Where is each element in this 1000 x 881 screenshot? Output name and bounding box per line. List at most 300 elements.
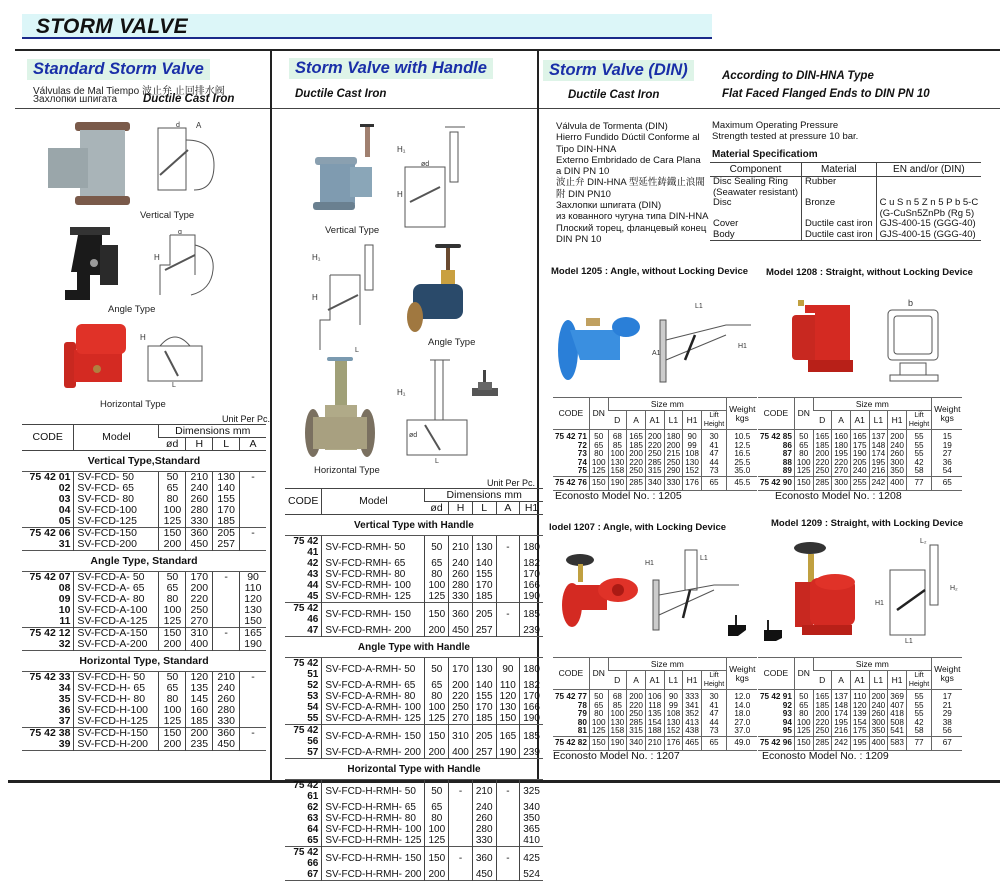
- model-1205-photo: [556, 305, 641, 383]
- code-cell: 75 42 90: [758, 476, 794, 490]
- model-cell: SV-FCD-A-RMH- 65: [322, 680, 425, 691]
- code-cell: 75 42 85: [760, 432, 792, 441]
- model-cell: SV-FCD-100: [74, 505, 159, 516]
- code-cell: 65: [307, 835, 319, 846]
- dim-cell: 80: [425, 691, 449, 702]
- dim-cell: 182: [520, 680, 543, 691]
- dim-cell: 166: [520, 702, 543, 713]
- group-title: Vertical Type,Standard: [87, 455, 201, 467]
- code-cell: 34: [58, 682, 71, 694]
- model-cell: SV-FCD-H-200: [74, 739, 159, 751]
- page-banner: [22, 14, 712, 39]
- dim-cell: 185: [472, 591, 496, 603]
- dim-cell: 400: [449, 747, 473, 759]
- code-cell: 75 42 61: [285, 780, 322, 803]
- model-1209-title: Model 1209 : Straight, with Locking Device: [771, 518, 964, 529]
- value-cell: 200: [664, 442, 683, 451]
- table-row: [758, 727, 962, 736]
- value-cell: 99: [664, 702, 683, 711]
- econosto-model-label: Econosto Model No. : 1205: [555, 490, 682, 502]
- table-row: [285, 569, 543, 580]
- dim-cell: 190: [520, 591, 543, 603]
- dim-cell: 330: [186, 516, 213, 528]
- model-cell: SV-FCD-A-RMH- 125: [322, 713, 425, 725]
- value-cell: 330: [664, 476, 683, 490]
- vertical-handle-valve-photo: [310, 122, 380, 222]
- model-cell: SV-FCD-H-125: [74, 716, 159, 728]
- model-cell: SV-FCD-A-200: [74, 639, 159, 651]
- model-cell: SV-FCD-A-100: [74, 605, 159, 616]
- dim-cell: 130: [496, 702, 520, 713]
- dim-cell: 140: [213, 483, 240, 494]
- dim-cell: 140: [472, 558, 496, 569]
- pressure-line: Maximum Operating Pressure: [712, 120, 839, 131]
- code-cell: 32: [58, 638, 71, 650]
- divider: [15, 108, 1000, 109]
- svg-text:ød: ød: [409, 432, 418, 439]
- dim-cell: 150: [159, 728, 186, 740]
- dim-cell: -: [496, 847, 520, 870]
- svg-text:ød: ød: [421, 161, 430, 168]
- value-cell: 17: [932, 690, 963, 702]
- dim-cell: 150: [159, 628, 186, 640]
- dim-cell: 360: [186, 528, 213, 540]
- svg-text:L1: L1: [700, 555, 708, 562]
- col-size: Size mm: [608, 658, 727, 671]
- model-1205-title: Model 1205 : Angle, without Locking Device: [551, 266, 749, 277]
- dim-cell: 90: [496, 658, 520, 681]
- col-size: Size mm: [813, 658, 932, 671]
- value-cell: 42: [906, 719, 931, 728]
- code-cell: 75 42 66: [285, 847, 322, 870]
- value-cell: 200: [813, 450, 832, 459]
- model-cell: SV-FCD-RMH- 65: [322, 558, 425, 569]
- table-row: [285, 702, 543, 713]
- value-cell: 55: [906, 702, 931, 711]
- col-dn: DN: [794, 658, 813, 690]
- value-cell: 210: [645, 736, 664, 750]
- col-d: D: [813, 671, 832, 690]
- dim-cell: 130: [472, 658, 496, 681]
- dim-cell: [240, 494, 266, 505]
- model-cell: SV-FCD-H-100: [74, 705, 159, 716]
- code-cell: 94: [782, 717, 792, 727]
- multilang-line: Externo Embridado de Cara Plana: [556, 154, 701, 166]
- dim-cell: 450: [472, 869, 496, 881]
- value-cell: 300: [888, 459, 907, 468]
- code-cell: 53: [307, 691, 319, 702]
- dim-cell: 360: [213, 728, 240, 740]
- dim-cell: 130: [213, 472, 240, 484]
- value-cell: 68: [608, 690, 627, 702]
- dim-cell: 210: [213, 672, 240, 684]
- code-cell: 86: [782, 440, 792, 450]
- caption: Vertical Type: [325, 225, 380, 236]
- dim-cell: [496, 558, 520, 569]
- table-row: [285, 603, 543, 626]
- col-size: Size mm: [813, 398, 932, 411]
- value-cell: 341: [683, 702, 702, 711]
- value-cell: 30: [701, 690, 726, 702]
- model-cell: SV-FCD-RMH- 200: [322, 625, 425, 637]
- col-lift: Lift Height: [906, 411, 931, 430]
- dim-cell: 65: [425, 558, 449, 569]
- dim-cell: 410: [520, 835, 543, 847]
- table-row: [553, 430, 757, 442]
- dim-cell: 280: [186, 505, 213, 516]
- value-cell: 50: [794, 430, 813, 442]
- group-header-row: [22, 651, 266, 672]
- dim-cell: 170: [520, 569, 543, 580]
- section-title-din: Storm Valve (DIN): [543, 60, 694, 81]
- value-cell: 125: [589, 727, 608, 736]
- dim-cell: 450: [449, 625, 473, 637]
- dim-cell: 65: [159, 583, 186, 594]
- col-h: H: [449, 502, 473, 515]
- col-lift: Lift Height: [701, 671, 726, 690]
- table-row: [758, 430, 962, 442]
- model-1207-table: [553, 657, 756, 751]
- dim-cell: [449, 802, 473, 813]
- dim-cell: 155: [472, 691, 496, 702]
- value-cell: 160: [832, 430, 851, 442]
- value-cell: 110: [850, 690, 869, 702]
- value-cell: 55: [906, 442, 931, 451]
- dim-cell: 239: [520, 625, 543, 637]
- section-title-standard: Standard Storm Valve: [27, 59, 210, 80]
- dim-cell: 325: [520, 780, 543, 803]
- material-spec-table: [710, 162, 979, 241]
- table-row: [285, 625, 543, 637]
- table-row: [285, 813, 543, 824]
- dim-cell: 125: [425, 591, 449, 603]
- dim-cell: [449, 824, 473, 835]
- col-l: L: [213, 438, 240, 451]
- material-row: [710, 198, 981, 209]
- code-cell: 37: [58, 715, 71, 727]
- dim-cell: 155: [213, 494, 240, 505]
- model-cell: SV-FCD-RMH- 125: [322, 591, 425, 603]
- dim-cell: 400: [186, 639, 213, 651]
- caption: Angle Type: [428, 337, 476, 348]
- col-d: D: [813, 411, 832, 430]
- code-cell: 75 42 07: [22, 572, 74, 584]
- material-cell: Disc Sealing Ring: [713, 176, 788, 187]
- col-code: CODE: [553, 398, 589, 430]
- value-cell: 80: [794, 450, 813, 459]
- value-cell: 185: [813, 442, 832, 451]
- svg-text:H1: H1: [738, 343, 747, 350]
- table-row: [553, 467, 757, 476]
- vertical-valve-photo: [40, 118, 135, 213]
- dim-cell: 50: [159, 672, 186, 684]
- col-od: ød: [425, 502, 449, 515]
- value-cell: 120: [850, 702, 869, 711]
- code-cell: 81: [577, 726, 587, 736]
- svg-text:H1: H1: [875, 600, 884, 607]
- value-cell: 65: [701, 736, 726, 750]
- value-cell: 508: [888, 719, 907, 728]
- dim-cell: 185: [520, 725, 543, 748]
- value-cell: 125: [589, 467, 608, 476]
- page-title: STORM VALVE: [36, 15, 188, 38]
- caption: Horizontal Type: [100, 399, 166, 410]
- dim-cell: [240, 694, 266, 705]
- multilang-line: Захлопки шпигата (DIN): [556, 200, 662, 212]
- standard-dimensions-table: [22, 424, 266, 751]
- table-row: [285, 869, 543, 881]
- value-cell: 242: [832, 736, 851, 750]
- value-cell: 260: [888, 450, 907, 459]
- value-cell: 108: [664, 710, 683, 719]
- code-cell: 08: [58, 582, 71, 594]
- dim-cell: [449, 813, 473, 824]
- svg-text:H1: H1: [645, 560, 654, 567]
- value-cell: 130: [608, 719, 627, 728]
- col-material: Material: [802, 163, 877, 177]
- code-cell: 74: [577, 457, 587, 467]
- code-cell: 10: [58, 604, 71, 616]
- code-cell: 78: [577, 700, 587, 710]
- dim-cell: 200: [159, 739, 186, 751]
- value-cell: 300: [832, 476, 851, 490]
- dim-cell: 80: [159, 494, 186, 505]
- value-cell: 21: [932, 702, 963, 711]
- multilang-line: DIN PN 10: [556, 233, 602, 245]
- material-row: [710, 177, 981, 188]
- dim-cell: [213, 639, 240, 651]
- value-cell: 285: [813, 736, 832, 750]
- dim-cell: 180: [520, 536, 543, 559]
- dim-cell: 166: [520, 580, 543, 591]
- value-cell: 16.5: [727, 450, 758, 459]
- value-cell: 10.5: [727, 430, 758, 442]
- material-cell: Bronze: [802, 198, 877, 209]
- dim-cell: 80: [159, 694, 186, 705]
- multilang-line: a DIN PN 10: [556, 166, 610, 178]
- dim-cell: 110: [240, 583, 266, 594]
- col-h: H: [186, 438, 213, 451]
- model-cell: SV-FCD-H- 50: [74, 672, 159, 684]
- value-cell: 413: [683, 719, 702, 728]
- horizontal-valve-photo: [62, 322, 134, 390]
- value-cell: 350: [869, 727, 888, 736]
- col-code: CODE: [758, 398, 794, 430]
- value-cell: 240: [869, 702, 888, 711]
- dim-cell: 330: [213, 716, 240, 728]
- value-cell: 55: [906, 450, 931, 459]
- col-a: A: [832, 671, 851, 690]
- value-cell: 240: [888, 442, 907, 451]
- dim-cell: 350: [520, 813, 543, 824]
- col-d: D: [608, 411, 627, 430]
- value-cell: 55: [906, 430, 931, 442]
- model-1208-photo: [790, 300, 855, 380]
- dim-cell: [449, 835, 473, 847]
- col-h1: H1: [888, 411, 907, 430]
- value-cell: 47: [701, 450, 726, 459]
- model-1208-title: Model 1208 : Straight, without Locking Device: [766, 267, 973, 278]
- model-cell: SV-FCD-H-RMH- 150: [322, 847, 425, 870]
- table-row: [553, 476, 757, 490]
- dim-cell: 200: [186, 728, 213, 740]
- dim-cell: [496, 625, 520, 637]
- value-cell: 175: [850, 442, 869, 451]
- group-header-row: [22, 551, 266, 572]
- code-cell: 75 42 51: [285, 658, 322, 681]
- value-cell: 35.0: [727, 467, 758, 476]
- svg-text:H: H: [312, 293, 318, 302]
- subtitle-ru: Захлопки шпигата: [33, 94, 118, 105]
- table-row: [22, 639, 266, 651]
- code-cell: 45: [307, 591, 319, 602]
- handle-dimensions-table: [285, 488, 540, 881]
- dim-cell: 425: [520, 847, 543, 870]
- value-cell: 205: [850, 459, 869, 468]
- code-cell: 44: [307, 580, 319, 591]
- col-dn: DN: [589, 658, 608, 690]
- table-row: [285, 747, 543, 759]
- dim-cell: 280: [472, 824, 496, 835]
- table-row: [22, 539, 266, 551]
- dim-cell: 130: [472, 536, 496, 559]
- value-cell: 250: [664, 459, 683, 468]
- multilang-line: Tipo DIN-HNA: [556, 143, 617, 155]
- dim-cell: 90: [240, 572, 266, 584]
- value-cell: 154: [645, 719, 664, 728]
- code-cell: 04: [58, 504, 71, 516]
- value-cell: 77: [906, 476, 931, 490]
- value-cell: 56: [932, 727, 963, 736]
- dim-cell: 220: [449, 691, 473, 702]
- model-cell: SV-FCD- 80: [74, 494, 159, 505]
- din-note: According to DIN-HNA Type: [722, 70, 874, 82]
- dim-cell: [449, 869, 473, 881]
- model-cell: SV-FCD-A-RMH- 200: [322, 747, 425, 759]
- value-cell: 90: [664, 690, 683, 702]
- code-cell: 64: [307, 824, 319, 835]
- dim-cell: 200: [425, 869, 449, 881]
- dim-cell: 50: [159, 472, 186, 484]
- code-cell: 05: [58, 515, 71, 527]
- table-row: [285, 835, 543, 847]
- col-weight: Weight kgs: [727, 658, 758, 690]
- dim-cell: [213, 594, 240, 605]
- col-code: CODE: [758, 658, 794, 690]
- value-cell: 340: [645, 476, 664, 490]
- col-a1: A1: [645, 411, 664, 430]
- value-cell: 67: [932, 736, 963, 750]
- value-cell: 465: [683, 736, 702, 750]
- value-cell: 220: [813, 459, 832, 468]
- dim-cell: 100: [159, 705, 186, 716]
- dim-cell: 50: [425, 780, 449, 803]
- dim-cell: [496, 835, 520, 847]
- value-cell: 250: [813, 727, 832, 736]
- dim-cell: 125: [425, 713, 449, 725]
- group-header-row: [22, 451, 266, 472]
- value-cell: 73: [701, 467, 726, 476]
- value-cell: 255: [850, 476, 869, 490]
- col-a: A: [627, 671, 646, 690]
- value-cell: 19: [932, 442, 963, 451]
- dim-cell: 280: [213, 705, 240, 716]
- svg-text:A1: A1: [652, 350, 661, 357]
- svg-text:H₁: H₁: [397, 388, 406, 397]
- dim-cell: 110: [496, 680, 520, 691]
- material-cell: Ductile cast iron: [802, 230, 877, 241]
- dim-cell: 235: [186, 739, 213, 751]
- table-row: [285, 725, 543, 748]
- value-cell: 58: [906, 727, 931, 736]
- table-row: [285, 780, 543, 803]
- value-cell: 130: [683, 459, 702, 468]
- dim-cell: [213, 605, 240, 616]
- value-cell: 41: [701, 442, 726, 451]
- col-h1: H1: [520, 502, 543, 515]
- dim-cell: 310: [186, 628, 213, 640]
- dim-cell: -: [496, 536, 520, 559]
- svg-text:H: H: [397, 190, 403, 199]
- value-cell: 180: [664, 430, 683, 442]
- value-cell: 50: [589, 690, 608, 702]
- material-label: Ductile Cast Iron: [568, 89, 660, 101]
- dim-cell: 260: [186, 494, 213, 505]
- dim-cell: 50: [425, 536, 449, 559]
- dim-cell: 200: [159, 639, 186, 651]
- value-cell: 68: [608, 430, 627, 442]
- dim-cell: 100: [159, 505, 186, 516]
- col-l1: L1: [664, 671, 683, 690]
- col-code: CODE: [285, 489, 322, 515]
- dim-cell: 330: [472, 835, 496, 847]
- value-cell: 418: [888, 710, 907, 719]
- code-cell: 09: [58, 593, 71, 605]
- code-cell: 35: [58, 693, 71, 705]
- dim-cell: 450: [213, 739, 240, 751]
- model-cell: SV-FCD-A- 80: [74, 594, 159, 605]
- pressure-note: [712, 120, 858, 142]
- dim-cell: 210: [449, 536, 473, 559]
- dim-cell: 100: [425, 702, 449, 713]
- dim-cell: 270: [449, 713, 473, 725]
- value-cell: 188: [645, 727, 664, 736]
- caption: Horizontal Type: [314, 465, 380, 476]
- table-row: [285, 558, 543, 569]
- material-spec-title: Material Specificatiom: [712, 149, 818, 160]
- value-cell: 250: [627, 467, 646, 476]
- value-cell: 220: [645, 442, 664, 451]
- dim-cell: 170: [449, 658, 473, 681]
- din-note: Flat Faced Flanged Ends to DIN PN 10: [722, 88, 930, 100]
- table-row: [553, 690, 757, 702]
- col-a1: A1: [850, 411, 869, 430]
- code-cell: 55: [307, 713, 319, 724]
- value-cell: 165: [813, 430, 832, 442]
- table-row: [285, 536, 543, 559]
- material-row: [710, 230, 981, 241]
- value-cell: 541: [888, 727, 907, 736]
- code-cell: 79: [577, 709, 587, 719]
- code-cell: 52: [307, 680, 319, 691]
- dim-cell: 257: [472, 625, 496, 637]
- svg-text:L: L: [435, 458, 439, 465]
- value-cell: 65: [701, 476, 726, 490]
- code-cell: 36: [58, 704, 71, 716]
- value-cell: 65: [794, 702, 813, 711]
- value-cell: 220: [627, 459, 646, 468]
- value-cell: 125: [794, 727, 813, 736]
